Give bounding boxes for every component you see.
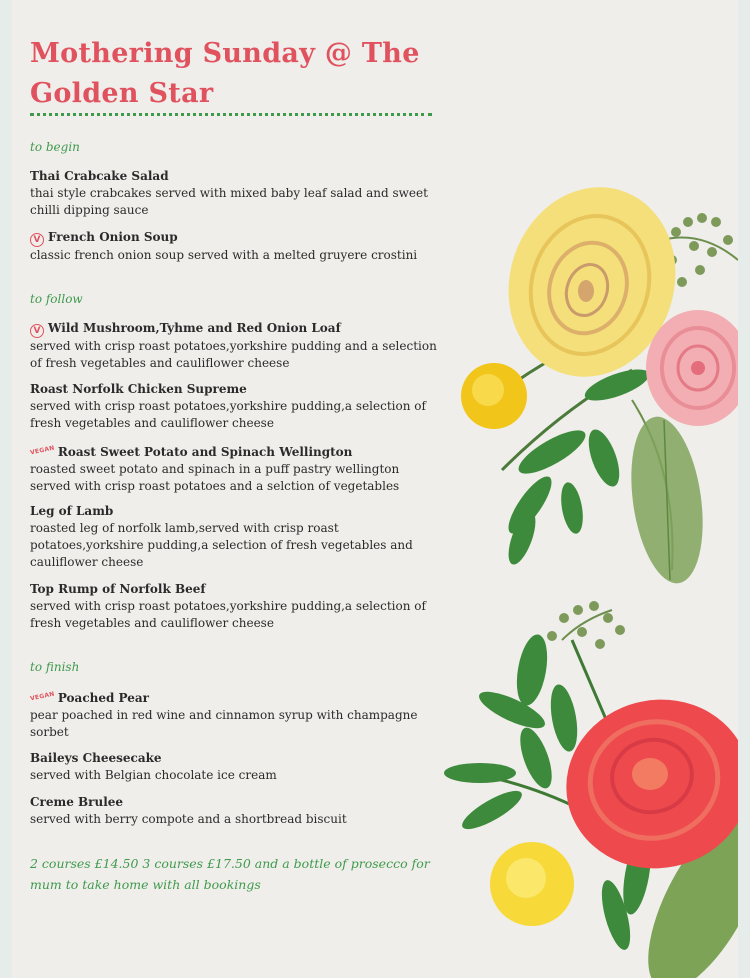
item-name: Creme Brulee [30, 795, 124, 809]
vegetarian-badge-icon: V [30, 324, 44, 338]
item-description: served with Belgian chocolate ice cream [30, 768, 277, 782]
item-description: served with berry compote and a shortbread biscuit [30, 812, 347, 826]
vegan-badge-icon: VEGAN [29, 444, 56, 457]
menu-item-onion-soup [30, 229, 440, 264]
section-heading-follow: to follow [30, 292, 83, 306]
item-name: Thai Crabcake Salad [30, 169, 169, 183]
item-description: served with crisp roast potatoes,yorkshire pudding,a selection of fresh vegetables and cauliflower cheese [30, 599, 426, 630]
item-description: pear poached in red wine and cinnamon syrup with champagne sorbet [30, 708, 418, 739]
menu-page [12, 0, 738, 978]
menu-item-crabcake [30, 168, 440, 219]
menu-item-pear [30, 688, 440, 741]
item-description: roasted leg of norfolk lamb,served with crisp roast potatoes,yorkshire pudding,a selection of fresh vegetables and cauliflower cheese [30, 521, 413, 569]
item-name: Leg of Lamb [30, 504, 114, 518]
item-description: served with crisp roast potatoes,yorkshire pudding and a selection of fresh vegetables and cauliflower cheese [30, 339, 437, 370]
menu-item-wellington [30, 442, 440, 495]
vegetarian-badge-icon: V [30, 233, 44, 247]
item-description: thai style crabcakes served with mixed baby leaf salad and sweet chilli dipping sauce [30, 186, 428, 217]
item-name: Top Rump of Norfolk Beef [30, 582, 206, 596]
menu-title: Mothering Sunday @ The Golden Star [30, 38, 420, 109]
item-name: Roast Norfolk Chicken Supreme [30, 382, 247, 396]
menu-item-lamb [30, 503, 440, 571]
menu-item-brulee [30, 794, 440, 828]
item-name: Roast Sweet Potato and Spinach Wellington [57, 445, 353, 459]
item-description: roasted sweet potato and spinach in a puff pastry wellington served with crisp roast potatoes and a selction of vegetables [30, 462, 400, 493]
floral-illustration [432, 170, 738, 978]
menu-item-mushroom-loaf [30, 320, 440, 372]
dotted-divider [30, 113, 432, 116]
vegan-badge-icon: VEGAN [29, 690, 56, 703]
menu-item-chicken [30, 381, 440, 432]
item-description: classic french onion soup served with a melted gruyere crostini [30, 248, 418, 262]
section-heading-begin: to begin [30, 140, 80, 154]
item-name: Wild Mushroom,Tyhme and Red Onion Loaf [48, 321, 341, 335]
menu-item-cheesecake [30, 750, 440, 784]
item-description: served with crisp roast potatoes,yorkshire pudding,a selection of fresh vegetables and cauliflower cheese [30, 399, 426, 430]
price-footer: 2 courses £14.50 3 courses £17.50 and a bottle of prosecco for mum to take home with all bookings [30, 856, 430, 892]
item-name: French Onion Soup [48, 230, 178, 244]
item-name: Baileys Cheesecake [30, 751, 162, 765]
menu-item-beef [30, 581, 440, 632]
section-heading-finish: to finish [30, 660, 80, 674]
item-name: Poached Pear [57, 691, 149, 705]
